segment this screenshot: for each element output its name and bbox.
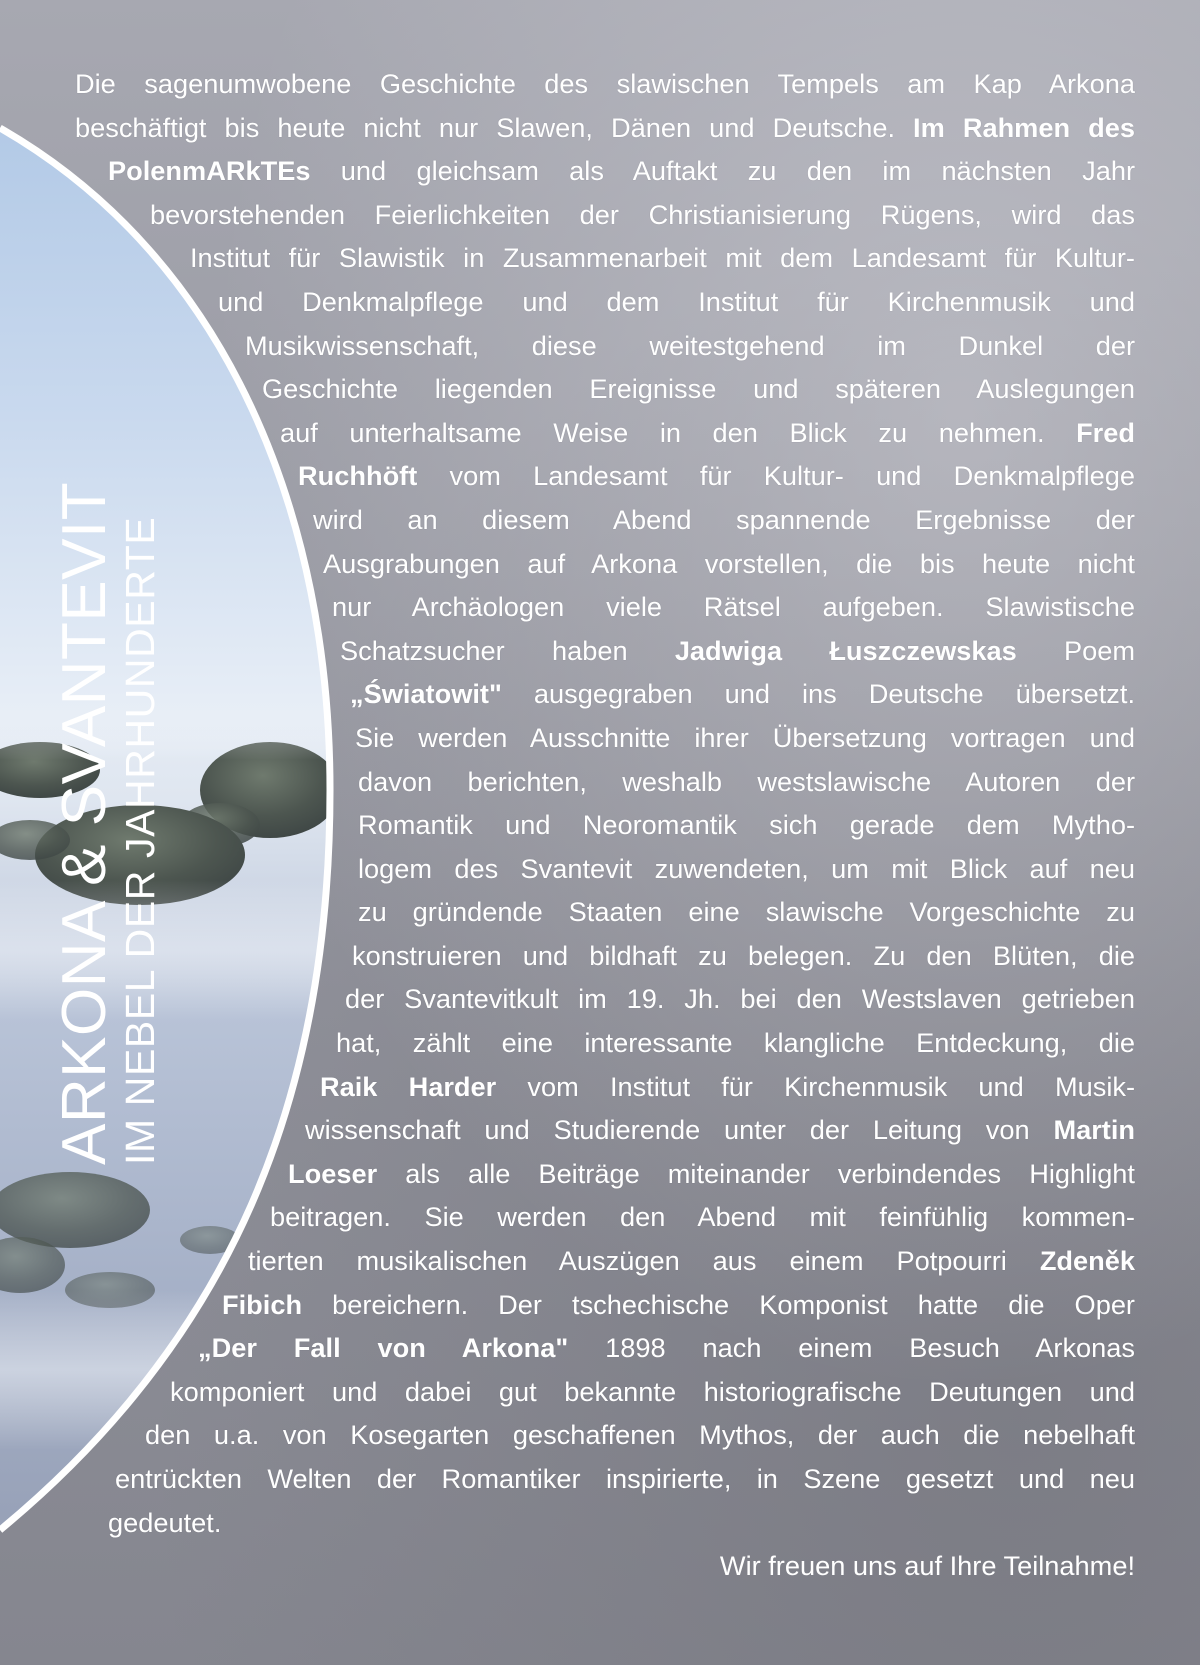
text-segment: ausgegraben und ins Deutsche übersetzt. — [501, 678, 1135, 710]
text-line — [0, 585, 1135, 629]
text-segment: Ausgrabungen auf Arkona vorstellen, die bis heute nicht — [323, 547, 1135, 579]
text-line — [0, 934, 1135, 978]
text-line — [0, 803, 1135, 847]
text-line — [0, 1283, 1135, 1327]
text-segment: bevorstehenden Feierlichkeiten der Christianisierung Rügens, wird das — [150, 198, 1135, 230]
bold-name: Fred — [1076, 416, 1135, 448]
text-segment: davon berichten, weshalb westslawische Autoren der — [358, 765, 1135, 797]
text-segment: auf unterhaltsame Weise in den Blick zu nehmen. — [280, 416, 1077, 448]
text-segment: Musikwissenschaft, diese weitestgehend im Dunkel der — [245, 329, 1135, 361]
bold-name: Ruchhöft — [298, 460, 418, 492]
text-segment: tierten musikalischen Auszügen aus einem Potpourri — [248, 1245, 1040, 1277]
bold-name: Fibich — [222, 1288, 303, 1320]
text-segment: bereichern. Der tschechische Komponist hatte die Oper — [302, 1288, 1135, 1320]
text-segment: Institut für Slawistik in Zusammenarbeit mit dem Landesamt für Kultur- — [190, 242, 1135, 274]
text-segment: Poem — [1016, 634, 1135, 666]
closing-line: Wir freuen uns auf Ihre Teilnahme! — [719, 1550, 1135, 1581]
text-segment: Die sagenumwobene Geschichte des slawischen Tempels am Kap Arkona — [75, 68, 1135, 99]
text-segment: und gleichsam als Auftakt zu den im nächsten Jahr — [310, 155, 1135, 187]
text-segment: beitragen. Sie werden den Abend mit feinfühlig kommen- — [270, 1201, 1135, 1233]
text-segment: wird an diesem Abend spannende Ergebnisse der — [313, 503, 1135, 535]
text-line — [0, 193, 1135, 237]
text-line — [0, 454, 1135, 498]
text-line — [0, 62, 1135, 106]
text-segment: gedeutet. — [108, 1506, 222, 1538]
text-line — [0, 236, 1135, 280]
text-segment: komponiert und dabei gut bekannte historiografische Deutungen und — [170, 1375, 1135, 1407]
bold-name: Zdeněk — [1039, 1245, 1135, 1277]
text-line — [0, 890, 1135, 934]
text-segment: wissenschaft und Studierende unter der Leitung von — [305, 1114, 1054, 1146]
text-line — [0, 1195, 1135, 1239]
text-line — [0, 1370, 1135, 1414]
text-segment: Romantik und Neoromantik sich gerade dem Mytho- — [358, 809, 1135, 841]
text-segment: als alle Beiträge miteinander verbindendes Highlight — [377, 1157, 1135, 1189]
bold-name: PolenmARkTEs — [108, 155, 311, 187]
bold-name: „Der Fall von Arkona" — [198, 1332, 569, 1364]
bold-name: Loeser — [288, 1157, 378, 1189]
title-line-1: ARKONA & SVANTEVIT — [50, 481, 119, 1165]
text-segment: logem des Svantevit zuwendeten, um mit Blick auf neu — [358, 852, 1135, 884]
bold-name: Im Rahmen des — [913, 111, 1135, 143]
text-segment: hat, zählt eine interessante klangliche Entdeckung, die — [336, 1027, 1135, 1059]
text-segment: vom Institut für Kirchenmusik und Musik- — [496, 1070, 1136, 1102]
text-line — [0, 367, 1135, 411]
text-segment: nur Archäologen viele Rätsel aufgeben. Slawistische — [332, 591, 1135, 623]
bold-name: „Światowit" — [350, 678, 502, 710]
text-line — [0, 498, 1135, 542]
text-segment: und Denkmalpflege und dem Institut für Kirchenmusik und — [218, 285, 1135, 317]
text-line — [0, 1501, 1135, 1545]
text-line — [0, 1239, 1135, 1283]
text-line — [0, 716, 1135, 760]
body-text — [0, 62, 1135, 1544]
text-line — [0, 106, 1135, 150]
text-line — [0, 1152, 1135, 1196]
text-segment: vom Landesamt für Kultur- und Denkmalpflege — [417, 460, 1135, 492]
text-line — [0, 1457, 1135, 1501]
text-segment: Schatzsucher haben — [340, 634, 675, 666]
text-line — [0, 847, 1135, 891]
bold-name: Jadwiga Łuszczewskas — [674, 634, 1017, 666]
text-line — [0, 1413, 1135, 1457]
text-segment: entrückten Welten der Romantiker inspirierte, in Szene gesetzt und neu — [115, 1463, 1135, 1494]
text-segment: 1898 nach einem Besuch Arkonas — [568, 1332, 1136, 1364]
text-line — [0, 760, 1135, 804]
bold-name: Raik Harder — [320, 1070, 497, 1102]
text-line — [0, 977, 1135, 1021]
text-segment: den u.a. von Kosegarten geschaffenen Mythos, der auch die nebelhaft — [145, 1419, 1135, 1451]
text-line — [0, 629, 1135, 673]
title-line-2: IM NEBEL DER JAHRHUNDERTE — [117, 516, 163, 1165]
text-line — [0, 149, 1135, 193]
text-segment: zu gründende Staaten eine slawische Vorgeschichte zu — [358, 896, 1135, 928]
text-line — [0, 280, 1135, 324]
text-segment: der Svantevitkult im 19. Jh. bei den Westslaven getrieben — [345, 983, 1135, 1015]
text-line — [0, 324, 1135, 368]
text-segment: konstruieren und bildhaft zu belegen. Zu den Blüten, die — [352, 939, 1135, 971]
text-line — [0, 411, 1135, 455]
text-line — [0, 1326, 1135, 1370]
text-segment: Geschichte liegenden Ereignisse und späteren Auslegungen — [262, 373, 1135, 405]
text-line — [0, 542, 1135, 586]
text-segment: Sie werden Ausschnitte ihrer Übersetzung vortragen und — [355, 721, 1135, 753]
text-line — [0, 672, 1135, 716]
bold-name: Martin — [1053, 1114, 1135, 1146]
text-line — [0, 1108, 1135, 1152]
text-line — [0, 1065, 1135, 1109]
text-line — [0, 1021, 1135, 1065]
text-segment: beschäftigt bis heute nicht nur Slawen, Dänen und Deutsche. — [75, 111, 914, 143]
